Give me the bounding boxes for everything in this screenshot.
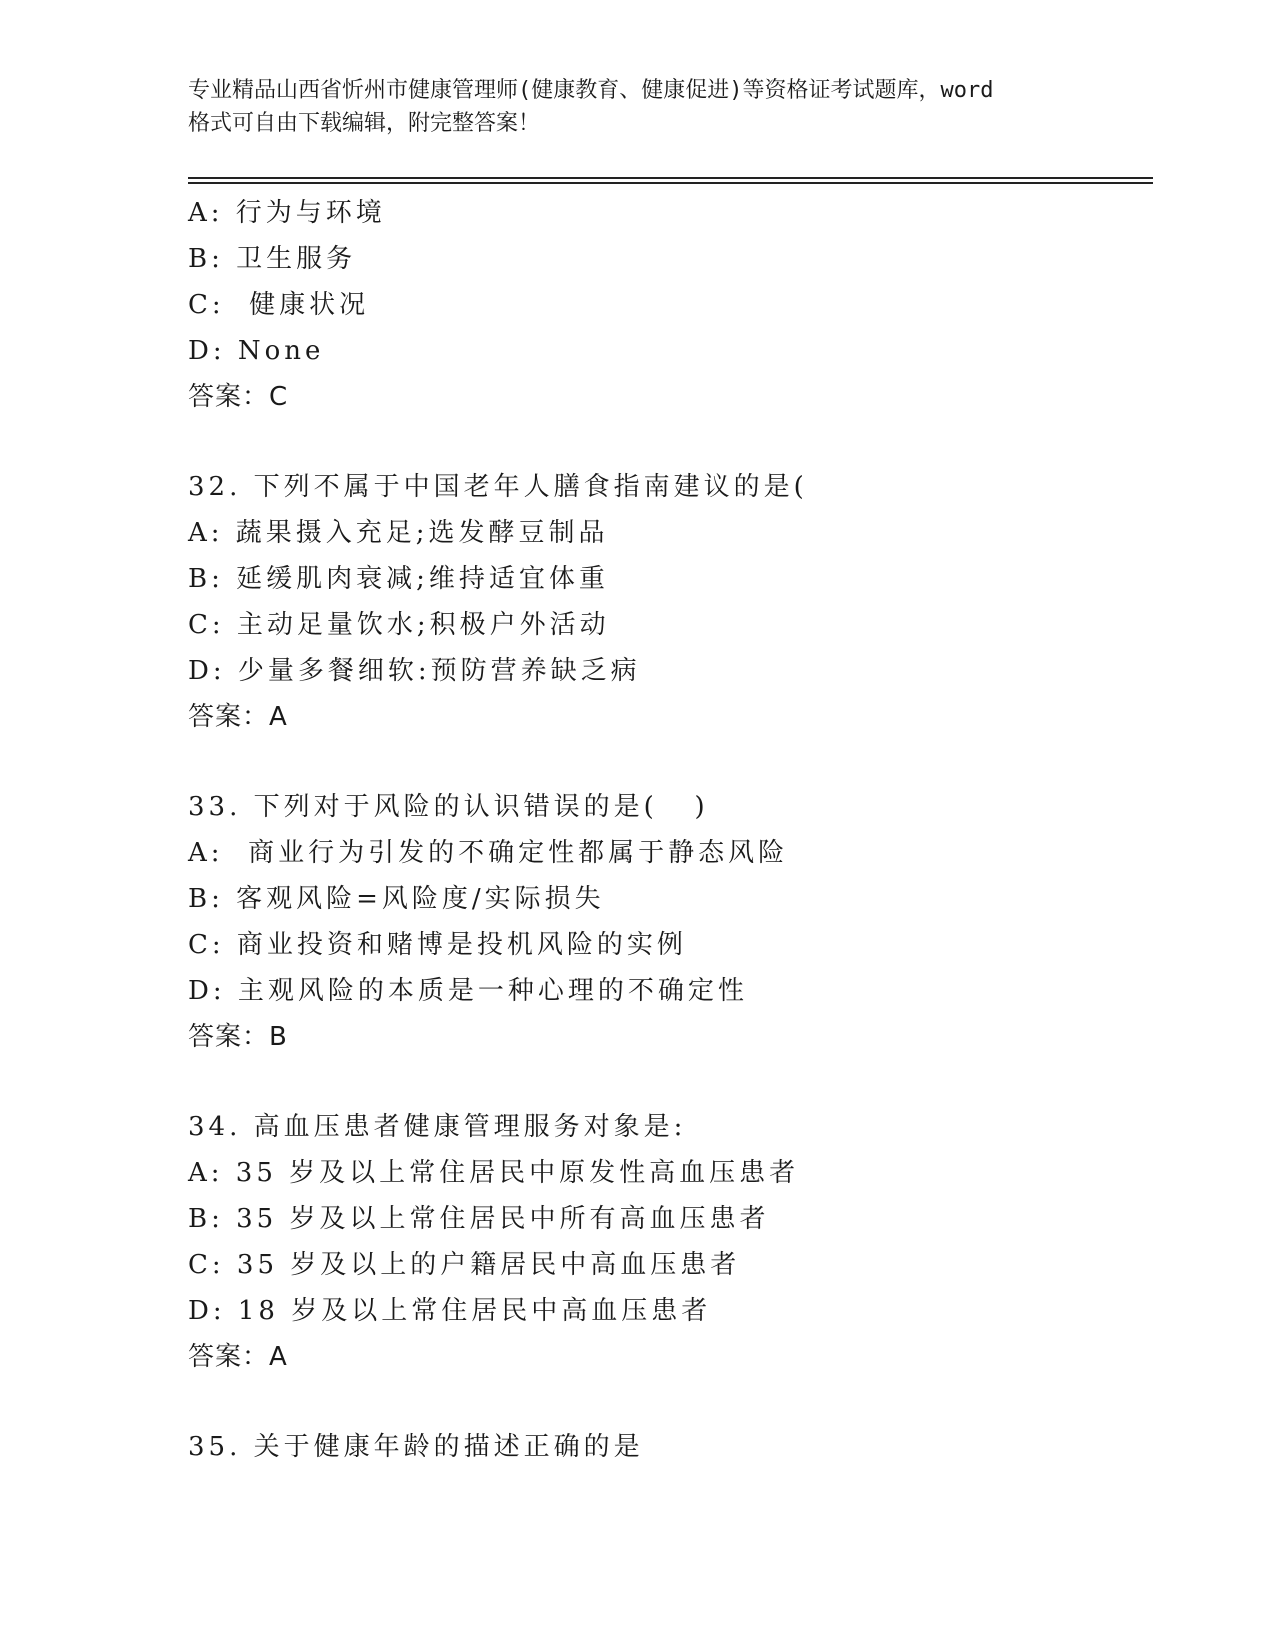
header-line-1: 专业精品山西省忻州市健康管理师(健康教育、健康促进)等资格证考试题库，word [188, 78, 994, 103]
question-31-continued [188, 190, 1148, 420]
option-a: A: 35 岁及以上常住居民中原发性高血压患者 [188, 1158, 800, 1188]
option-d: D: 18 岁及以上常住居民中高血压患者 [188, 1296, 712, 1326]
option-b: B: 35 岁及以上常住居民中所有高血压患者 [188, 1204, 770, 1234]
question-stem: 35. 关于健康年龄的描述正确的是 [188, 1432, 644, 1462]
spacer [188, 1060, 1148, 1104]
spacer [188, 1380, 1148, 1424]
answer-line: 答案：A [188, 1342, 288, 1372]
option-b: B: 延缓肌肉衰减;维持适宜体重 [188, 564, 609, 594]
option-c: C: 主动足量饮水;积极户外活动 [188, 610, 610, 640]
option-c: C: 健康状况 [188, 290, 370, 320]
spacer [188, 740, 1148, 784]
question-stem: 33. 下列对于风险的认识错误的是( ) [188, 792, 709, 822]
header-divider-bottom [188, 182, 1153, 184]
question-stem: 34. 高血压患者健康管理服务对象是: [188, 1112, 687, 1142]
option-a: A: 商业行为引发的不确定性都属于静态风险 [188, 838, 789, 868]
option-b: B: 客观风险=风险度/实际损失 [188, 884, 605, 914]
header-line-2: 格式可自由下载编辑，附完整答案！ [188, 111, 541, 136]
question-stem: 32. 下列不属于中国老年人膳食指南建议的是( [188, 472, 808, 502]
option-b: B: 卫生服务 [188, 244, 357, 274]
option-a: A: 蔬果摄入充足;选发酵豆制品 [188, 518, 609, 548]
answer-line: 答案：C [188, 382, 289, 412]
answer-line: 答案：A [188, 702, 288, 732]
option-a: A: 行为与环境 [188, 198, 386, 228]
answer-line: 答案：B [188, 1022, 288, 1052]
option-d: D: 主观风险的本质是一种心理的不确定性 [188, 976, 748, 1006]
option-c: C: 35 岁及以上的户籍居民中高血压患者 [188, 1250, 741, 1280]
question-34 [188, 1104, 1148, 1380]
option-d: D: 少量多餐细软:预防营养缺乏病 [188, 656, 641, 686]
question-list [188, 190, 1148, 1470]
document-header [188, 74, 1088, 140]
question-32 [188, 464, 1148, 740]
option-c: C: 商业投资和赌博是投机风险的实例 [188, 930, 687, 960]
option-d: D: None [188, 336, 325, 366]
spacer [188, 420, 1148, 464]
question-35 [188, 1424, 1148, 1470]
question-33 [188, 784, 1148, 1060]
header-divider-top [188, 177, 1153, 179]
